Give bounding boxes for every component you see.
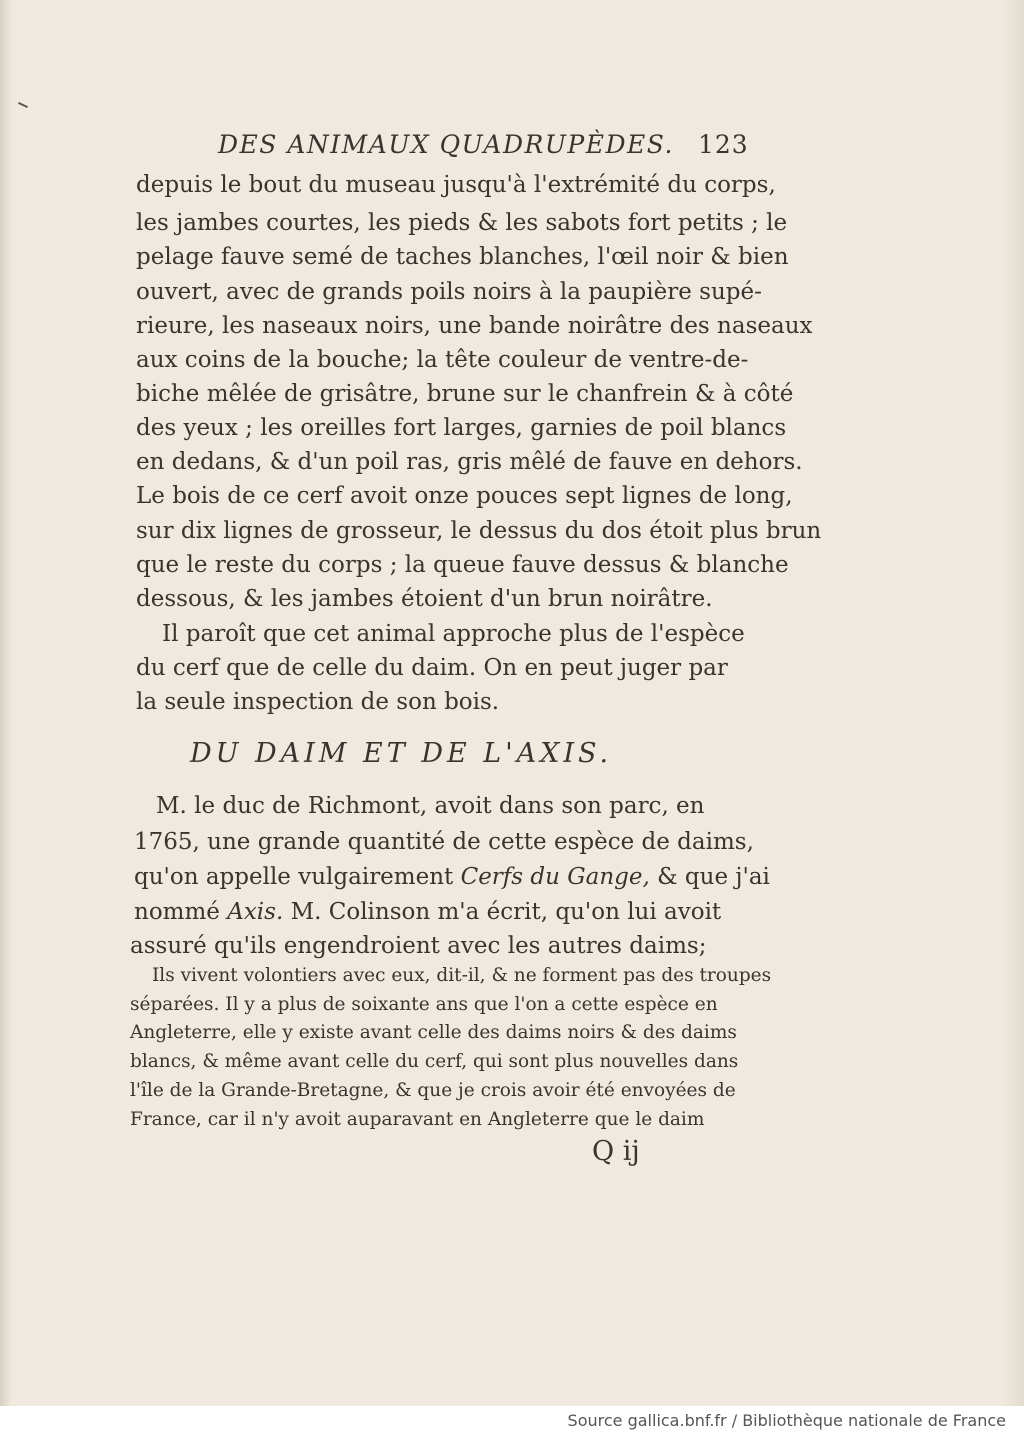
quotation-line: France, car il n'y avoit auparavant en Angleterre que le daim (130, 1109, 705, 1130)
paragraph-1-line: depuis le bout du museau jusqu'à l'extrémité du corps, (136, 172, 776, 198)
text-run: qu'on appelle vulgairement (134, 864, 461, 890)
paragraph-2-line: la seule inspection de son bois. (136, 689, 500, 715)
quotation-line: l'île de la Grande-Bretagne, & que je crois avoir été envoyées de (130, 1080, 736, 1101)
source-credit: Source gallica.bnf.fr / Bibliothèque nationale de France (567, 1411, 1006, 1430)
paragraph-3-line (134, 899, 721, 925)
quotation-line: séparées. Il y a plus de soixante ans que l'on a cette espèce en (130, 994, 718, 1015)
paragraph-1-line: aux coins de la bouche; la tête couleur de ventre-de- (136, 347, 749, 373)
paragraph-1-line: biche mêlée de grisâtre, brune sur le chanfrein & à côté (136, 381, 794, 407)
paragraph-3-line: assuré qu'ils engendroient avec les autres daims; (130, 933, 707, 959)
paragraph-3-line (134, 864, 770, 890)
paragraph-2-line: du cerf que de celle du daim. On en peut juger par (136, 655, 728, 681)
paragraph-1-line: en dedans, & d'un poil ras, gris mêlé de fauve en dehors. (136, 449, 803, 475)
page-number: 123 (698, 130, 749, 159)
text-run: M. Colinson m'a écrit, qu'on lui avoit (283, 899, 722, 925)
running-head (218, 130, 768, 159)
paragraph-1-line: rieure, les naseaux noirs, une bande noirâtre des naseaux (136, 313, 813, 339)
signature-mark: Q ij (592, 1136, 640, 1167)
paragraph-3-line: M. le duc de Richmont, avoit dans son parc, en (156, 793, 705, 819)
paragraph-1-line: sur dix lignes de grosseur, le dessus du dos étoit plus brun (136, 518, 822, 544)
paragraph-1-line: ouvert, avec de grands poils noirs à la paupière supé- (136, 279, 762, 305)
quotation-line: blancs, & même avant celle du cerf, qui sont plus nouvelles dans (130, 1051, 739, 1072)
paragraph-1-line: dessous, & les jambes étoient d'un brun noirâtre. (136, 586, 713, 612)
text-run: & que j'ai (649, 864, 770, 890)
paragraph-3-line: 1765, une grande quantité de cette espèce de daims, (134, 829, 754, 855)
paragraph-2-line: Il paroît que cet animal approche plus de l'espèce (162, 621, 745, 647)
paragraph-1-line: que le reste du corps ; la queue fauve dessus & blanche (136, 552, 789, 578)
paragraph-1-line: des yeux ; les oreilles fort larges, garnies de poil blancs (136, 415, 787, 441)
italic-term: Cerfs du Gange, (460, 864, 650, 890)
paragraph-1-line: les jambes courtes, les pieds & les sabots fort petits ; le (136, 210, 788, 236)
running-title: DES ANIMAUX QUADRUPÈDES. (218, 130, 674, 159)
quotation-line: Ils vivent volontiers avec eux, dit-il, & ne forment pas des troupes (152, 965, 772, 986)
italic-term: Axis. (227, 899, 284, 925)
quotation-line: Angleterre, elle y existe avant celle des daims noirs & des daims (130, 1022, 737, 1043)
margin-mark (18, 102, 28, 108)
paragraph-1-line: pelage fauve semé de taches blanches, l'œil noir & bien (136, 244, 789, 270)
paragraph-1-line: Le bois de ce cerf avoit onze pouces sept lignes de long, (136, 483, 793, 509)
text-run: nommé (134, 899, 228, 925)
section-title: DU DAIM ET DE L'AXIS. (190, 738, 613, 769)
